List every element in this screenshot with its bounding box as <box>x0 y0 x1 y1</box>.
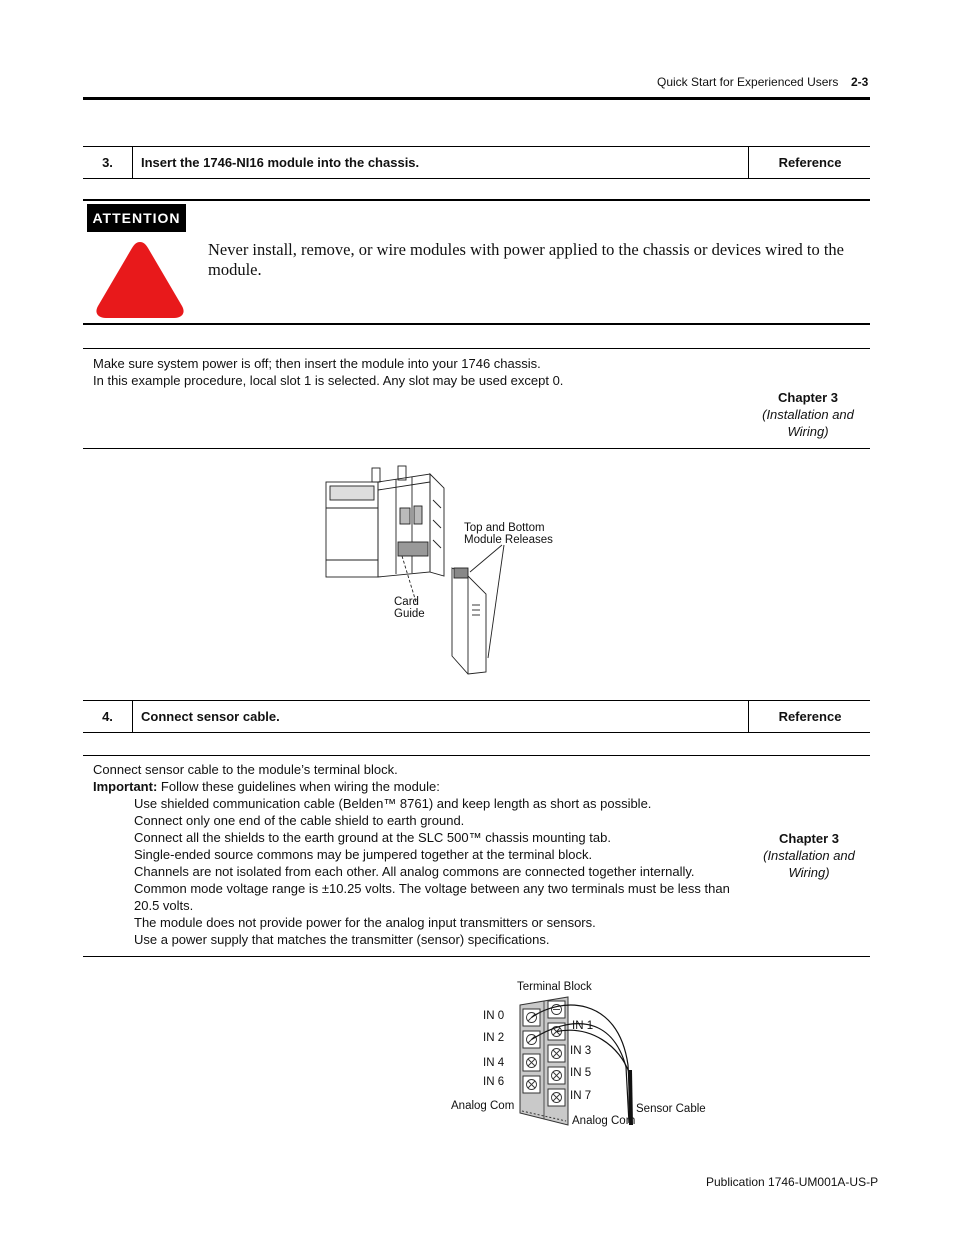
card-guide-label <box>394 596 425 620</box>
card-guide-label-line1: Card <box>394 596 419 608</box>
label-analog-com-left: Analog Com <box>451 1100 515 1112</box>
guideline-item: Channels are not isolated from each other. All analog commons are connected together internally. <box>134 864 695 879</box>
step4-body-bottom-rule <box>83 956 870 957</box>
step4-title: Connect sensor cable. <box>141 709 280 724</box>
header-rule <box>83 97 870 100</box>
label-in5: IN 5 <box>570 1067 592 1079</box>
step4-reference-header: Reference <box>748 701 871 732</box>
step4-body-top-rule <box>83 755 870 756</box>
guideline-item: The module does not provide power for the analog input transmitters or sensors. <box>134 915 596 930</box>
label-sensor-cable: Sensor Cable <box>636 1103 706 1115</box>
label-in6: IN 6 <box>483 1076 505 1088</box>
step4-reference <box>754 830 864 881</box>
step3-line2: In this example procedure, local slot 1 is selected. Any slot may be used except 0. <box>93 373 564 388</box>
step4-intro: Connect sensor cable to the module’s terminal block. <box>93 762 398 777</box>
step3-title: Insert the 1746-NI16 module into the chassis. <box>141 155 420 170</box>
card-guide-label-line2: Guide <box>394 608 425 620</box>
step3-body-top-rule <box>83 348 870 349</box>
step3-ref-chapter: Chapter 3 <box>778 390 838 405</box>
step3-table <box>83 146 870 179</box>
attention-top-rule <box>83 199 870 201</box>
label-in7: IN 7 <box>570 1090 592 1102</box>
warning-triangle-icon <box>94 238 186 320</box>
guideline-item: Use shielded communication cable (Belden™ 8761) and keep length as short as possible. <box>134 796 652 811</box>
label-in2: IN 2 <box>483 1032 505 1044</box>
step3-reference-header: Reference <box>748 147 871 178</box>
chassis-insertion-figure <box>320 460 570 682</box>
step4-table <box>83 700 870 733</box>
warning-triangle-shape <box>96 242 183 318</box>
step3-ref-detail: (Installation and Wiring) <box>762 407 854 439</box>
attention-message: Never install, remove, or wire modules with power applied to the chassis or devices wired to the module. <box>208 240 844 279</box>
step3-line1: Make sure system power is off; then insert the module into your 1746 chassis. <box>93 356 541 371</box>
guideline-list <box>134 795 734 948</box>
label-in3: IN 3 <box>570 1045 592 1057</box>
attention-bottom-rule <box>83 323 870 325</box>
step4-ref-detail: (Installation and Wiring) <box>763 848 855 880</box>
publication-number: Publication 1746-UM001A-US-P <box>706 1175 879 1189</box>
step4-important <box>93 778 440 795</box>
guideline-item: Connect all the shields to the earth ground at the SLC 500™ chassis mounting tab. <box>134 830 611 845</box>
guideline-item: 20.5 volts. <box>134 898 194 913</box>
label-in0: IN 0 <box>483 1010 505 1022</box>
important-text: Follow these guidelines when wiring the module: <box>157 779 440 794</box>
releases-label <box>464 522 553 546</box>
guideline-item: Single-ended source commons may be jumpered together at the terminal block. <box>134 847 593 862</box>
page-number: 2-3 <box>851 75 869 89</box>
label-in1: IN 1 <box>572 1020 594 1032</box>
guideline-item: Common mode voltage range is ±10.25 volts. The voltage between any two terminals must be less than <box>134 881 730 896</box>
important-label: Important: <box>93 779 158 794</box>
guideline-item: Connect only one end of the cable shield to earth ground. <box>134 813 465 828</box>
chassis-door <box>430 474 444 576</box>
label-in4: IN 4 <box>483 1057 505 1069</box>
running-header <box>657 75 838 89</box>
attention-badge: ATTENTION <box>87 204 186 232</box>
terminal-block-figure <box>500 995 650 1130</box>
releases-label-line2: Module Releases <box>464 534 553 546</box>
io-module <box>452 568 486 674</box>
terminal-block-label: Terminal Block <box>517 981 592 993</box>
step4-number: 4. <box>83 701 133 732</box>
label-analog-com-right: Analog Com <box>572 1115 636 1127</box>
step3-reference <box>753 389 863 440</box>
step4-ref-chapter: Chapter 3 <box>779 831 839 846</box>
releases-label-line1: Top and Bottom <box>464 522 545 534</box>
step3-body-bottom-rule <box>83 448 870 449</box>
section-title: Quick Start for Experienced Users <box>657 75 839 89</box>
step3-number: 3. <box>83 147 133 178</box>
guideline-item: Use a power supply that matches the transmitter (sensor) specifications. <box>134 932 550 947</box>
